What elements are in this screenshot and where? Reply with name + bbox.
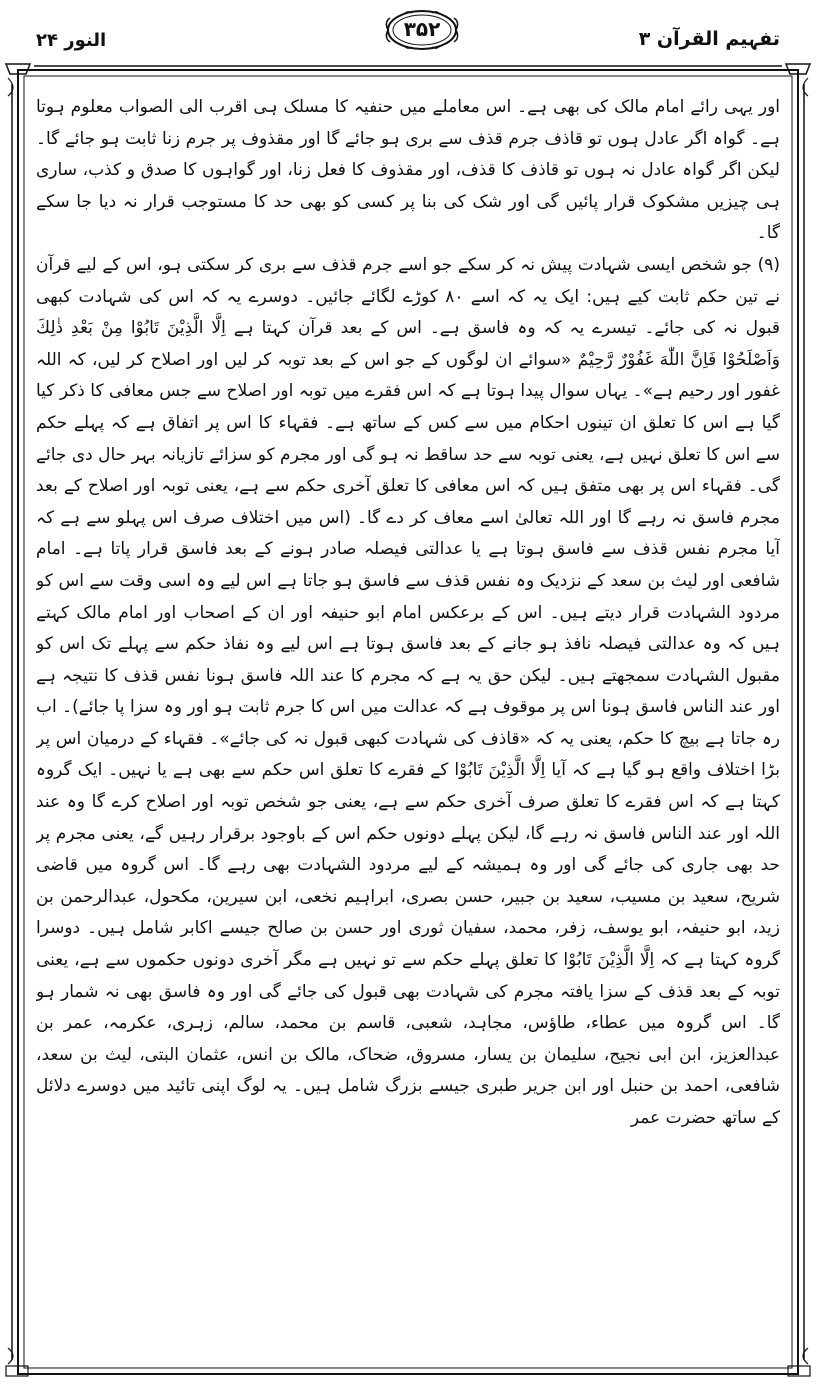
paragraph-2: (۹) جو شخص ایسی شہادت پیش نہ کر سکے جو اسے جرم قذف سے بری کر سکتی ہو، اس کے لیے قرآن نے تین حکم ثابت کیے ہیں: ایک یہ کہ اسے ۸۰ کوڑے لگائے جائیں۔ دوسرے یہ کہ اس کی شہادت کبھی قبول نہ کی جائے۔ تیسرے یہ کہ وہ فاسق ہے۔ اس کے بعد قرآن کہتا ہے اِلَّا الَّذِیْنَ تَابُوْا مِنْ بَعْدِ ذٰلِكَ وَاَصْلَحُوْا فَاِنَّ اللّٰهَ غَفُوْرٌ رَّحِيْمٌ «سوائے ان لوگوں کے جو اس کے بعد توبہ کر لیں اور اصلاح کر لیں، کہ اللہ غفور اور رحیم ہے»۔ یہاں سوال پیدا ہوتا ہے کہ اس فقرے میں توبہ اور اصلاح سے جس معافی کا ذکر کیا گیا ہے اس کا تعلق ان تینوں احکام میں سے کس کے ساتھ ہے۔ فقہاء کا اس پر اتفاق ہے کہ پہلے حکم سے اس کا تعلق نہیں ہے، یعنی توبہ سے حد ساقط نہ ہو گی اور مجرم کو سزائے تازیانہ بہر حال دی جائے گی۔ فقہاء اس پر بھی متفق ہیں کہ اس معافی کا تعلق آخری حکم سے ہے، یعنی توبہ اور اصلاح کے بعد مجرم فاسق نہ رہے گا اور اللہ تعالیٰ اسے معاف کر دے گا۔ (اس میں اختلاف صرف اس پہلو سے ہے کہ آیا مجرم نفس قذف سے فاسق ہوتا ہے یا عدالتی فیصلہ صادر ہونے کے بعد فاسق قرار پاتا ہے۔ امام شافعی اور لیث بن سعد کے نزدیک وہ نفس قذف سے فاسق ہو جاتا ہے اس لیے وہ اسی وقت سے اس کو مردود الشہادت قرار دیتے ہیں۔ اس کے برعکس امام ابو حنیفہ اور ان کے اصحاب اور امام مالک کہتے ہیں کہ وہ عدالتی فیصلہ نافذ ہو جانے کے بعد فاسق ہوتا ہے اس لیے وہ نفاذ حکم سے پہلے تک اس کو مقبول الشہادت سمجھتے ہیں۔ لیکن حق یہ ہے کہ مجرم کا عند اللہ فاسق ہونا نفس قذف کا نتیجہ ہے اور عند الناس فاسق ہونا اس پر موقوف ہے کہ عدالت میں اس کا جرم ثابت ہو اور وہ سزا پا جائے)۔ اب رہ جاتا ہے بیچ کا حکم، یعنی یہ کہ «قاذف کی شہادت کبھی قبول نہ کی جائے»۔ فقہاء کے درمیان اس پر بڑا اختلاف واقع ہو گیا ہے کہ آیا اِلَّا الَّذِیْنَ تَابُوْا کے فقرے کا تعلق اس حکم سے بھی ہے یا نہیں۔ ایک گروہ کہتا ہے کہ اس فقرے کا تعلق صرف آخری حکم سے ہے، یعنی جو شخص توبہ اور اصلاح کرے گا وہ عند اللہ اور عند الناس فاسق نہ رہے گا، لیکن پہلے دونوں حکم اس کے باوجود برقرار رہیں گے، یعنی مجرم پر حد بھی جاری کی جائے گی اور وہ ہمیشہ کے لیے مردود الشہادت بھی رہے گا۔ اس گروہ میں قاضی شریح، سعید بن مسیب، سعید بن جبیر، حسن بصری، ابراہیم نخعی، ابن سیرین، مکحول، عبدالرحمن بن زید، ابو حنیفہ، ابو یوسف، زفر، محمد، سفیان ثوری اور حسن بن صالح جیسے اکابر شامل ہیں۔ دوسرا گروہ کہتا ہے کہ اِلَّا الَّذِیْنَ تَابُوْا کا تعلق پہلے حکم سے تو نہیں ہے مگر آخری دونوں حکموں سے ہے، یعنی توبہ کے بعد قذف کے سزا یافتہ مجرم کی شہادت بھی قبول کی جائے گی اور وہ فاسق بھی نہ شمار ہو گا۔ اس گروہ میں عطاء، طاؤس، مجاہد، شعبی، قاسم بن محمد، سالم، زہری، عکرمہ، عمر بن عبدالعزیز، ابن ابی نجیح، سلیمان بن یسار، مسروق، ضحاک، مالک بن انس، عثمان البتی، لیث بن سعد، شافعی، احمد بن حنبل اور ابن جریر طبری جیسے بزرگ شامل ہیں۔ یہ لوگ اپنی تائید میں دوسرے دلائل کے ساتھ حضرت عمر: [36, 254, 780, 1128]
surah-reference: النور ۲۴: [36, 30, 107, 51]
paragraph-1: اور یہی رائے امام مالک کی بھی ہے۔ اس معاملے میں حنفیہ کا مسلک ہی اقرب الی الصواب معلوم ہوتا ہے۔ گواہ اگر عادل ہوں تو قاذف جرم قذف سے بری ہو جائے گا اور مقذوف پر جرم زنا ثابت ہو جائے گا۔ لیکن اگر گواہ عادل نہ ہوں تو قاذف کا قذف، اور مقذوف کا فعل زنا، اور گواہوں کا صدق و کذب، ساری ہی چیزیں مشکوک قرار پائیں گی اور شک کی بنا پر کسی کو بھی حد کا مستوجب قرار نہ دیا جا سکے گا۔: [36, 97, 780, 244]
page-number-badge: [384, 8, 460, 52]
page-header: [30, 6, 786, 58]
tafsir-body-text: [36, 92, 780, 1372]
book-title: تفہیم القرآن ۳: [638, 28, 780, 50]
page-number: ۳۵۲: [403, 17, 441, 41]
